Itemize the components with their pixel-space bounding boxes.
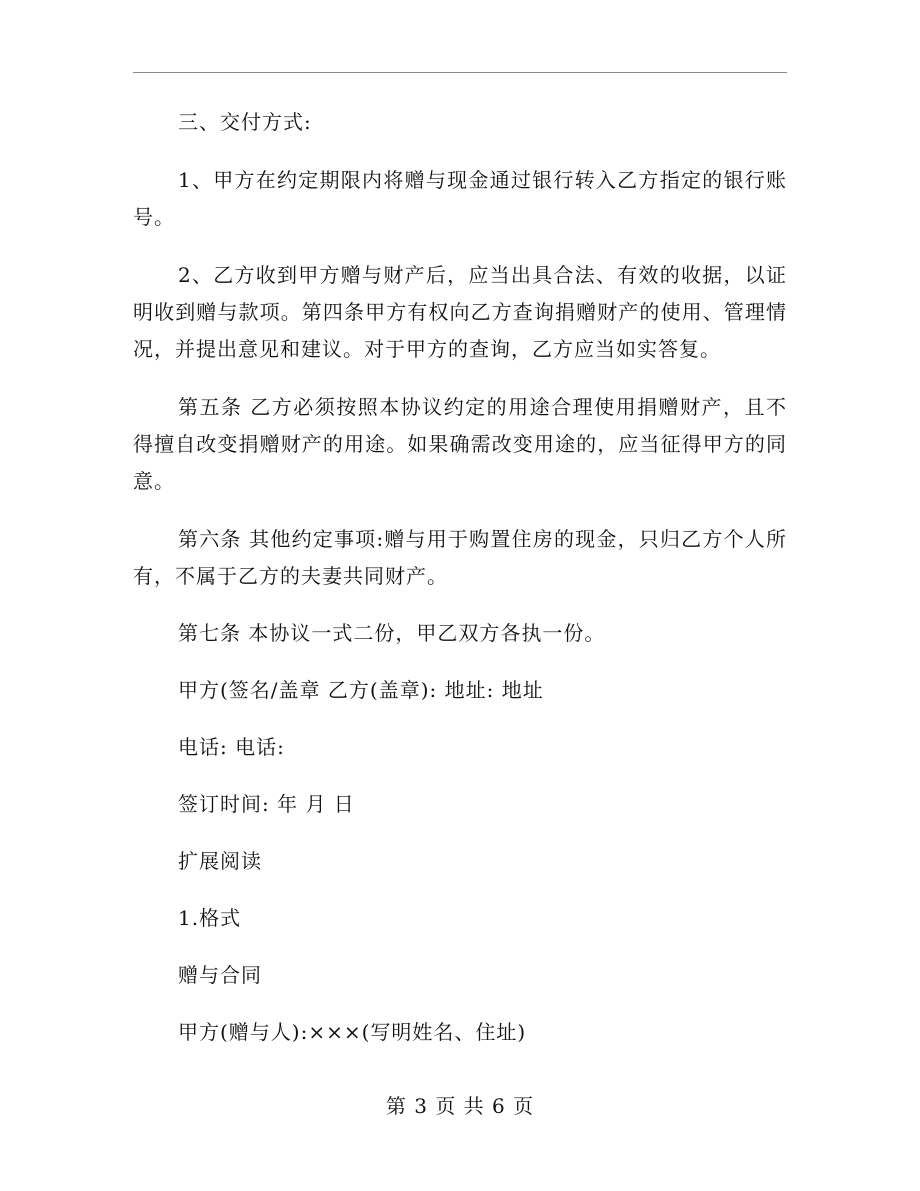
article-7: 第七条 本协议一式二份，甲乙双方各执一份。 [178,621,606,645]
clause-bank-transfer: 1、甲方在约定期限内将赠与现金通过银行转入乙方指定的银行账号。 [133,168,787,229]
signature-line: 甲方(签名/盖章 乙方(盖章): 地址: 地址 [178,678,544,702]
extended-reading-heading: 扩展阅读 [178,849,262,873]
party-a-line: 甲方(赠与人):×××(写明姓名、住址) [178,1020,527,1044]
header-divider [133,72,787,73]
page-number: 第 3 页 共 6 页 [385,1094,535,1118]
article-5: 第五条 乙方必须按照本协议约定的用途合理使用捐赠财产，且不得擅自改变捐赠财产的用途。如果确需改变用途的，应当征得甲方的同意。 [133,395,787,493]
signing-date-line: 签订时间: 年 月 日 [178,792,355,816]
section-heading-delivery: 三、交付方式: [178,110,312,134]
contract-title: 赠与合同 [178,963,262,987]
document-body [133,100,787,1051]
clause-receipt: 2、乙方收到甲方赠与财产后，应当出具合法、有效的收据，以证明收到赠与款项。第四条甲方有权向乙方查询捐赠财产的使用、管理情况，并提出意见和建议。对于甲方的查询，乙方应当如实答复。 [133,263,787,361]
article-6: 第六条 其他约定事项:赠与用于购置住房的现金，只归乙方个人所有，不属于乙方的夫妻共同财产。 [133,527,787,588]
phone-line: 电话: 电话: [178,735,285,759]
format-heading: 1.格式 [178,906,242,930]
